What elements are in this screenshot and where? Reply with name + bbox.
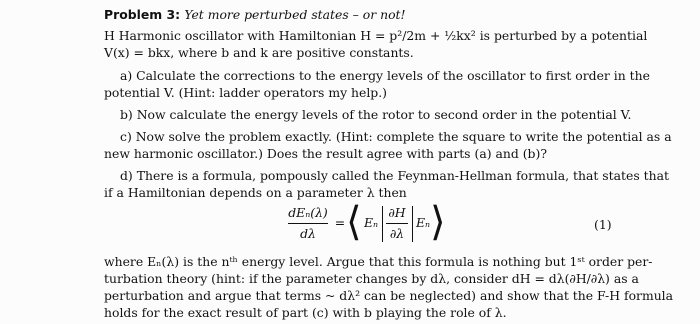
operator-denominator: ∂λ <box>389 226 405 241</box>
closing-line-3: perturbation and argue that terms ~ dλ² can be neglected) and show that the F-H formula <box>104 288 674 303</box>
intro-line-2: V(x) = bkx, where b and k are positive constants. <box>104 45 414 60</box>
part-a-line-1: a) Calculate the corrections to the energy levels of the oscillator to first order in the <box>120 68 650 83</box>
part-c-line-1: c) Now solve the problem exactly. (Hint: complete the square to write the potential as a <box>120 129 672 144</box>
problem-subtitle: Yet more perturbed states – or not! <box>184 7 406 22</box>
left-vertical-bar <box>382 206 383 242</box>
part-c-line-2: new harmonic oscillator.) Does the result agree with parts (a) and (b)? <box>104 146 547 161</box>
part-d-line-2: if a Hamiltonian depends on a parameter λ then <box>104 185 407 200</box>
lhs-numerator: dEₙ(λ) <box>288 205 328 220</box>
lhs-denominator: dλ <box>300 226 316 241</box>
part-a-line-2: potential V. (Hint: ladder operators my help.) <box>104 85 388 100</box>
right-angle-bracket: ⟩ <box>430 199 446 245</box>
closing-line-2: turbation theory (hint: if the parameter changes by dλ, consider dH = dλ(∂H/∂λ) as a <box>104 271 639 286</box>
lhs-fraction-bar <box>288 223 328 224</box>
intro-line-1: H Harmonic oscillator with Hamiltonian H = p²/2m + ½kx² is perturbed by a potential <box>104 28 648 43</box>
problem-heading <box>104 6 614 23</box>
ket-state: Eₙ <box>415 215 431 230</box>
bra-state: Eₙ <box>363 215 379 230</box>
left-angle-bracket: ⟨ <box>346 199 362 245</box>
part-b-line-1: b) Now calculate the energy levels of the rotor to second order in the potential V. <box>120 107 632 122</box>
operator-numerator: ∂H <box>388 205 406 220</box>
closing-line-4: holds for the exact result of part (c) with b playing the role of λ. <box>104 305 507 320</box>
feynman-hellman-equation <box>286 199 446 248</box>
part-d-line-1: d) There is a formula, pompously called the Feynman-Hellman formula, that states that <box>120 168 669 183</box>
right-vertical-bar <box>412 206 413 242</box>
closing-line-1: where Eₙ(λ) is the nᵗʰ energy level. Argue that this formula is nothing but 1ˢᵗ order per- <box>104 254 653 269</box>
operator-fraction-bar <box>386 223 408 224</box>
equals-sign: = <box>334 215 346 230</box>
problem-label: Problem 3: <box>104 7 181 22</box>
equation-number: (1) <box>594 217 612 232</box>
